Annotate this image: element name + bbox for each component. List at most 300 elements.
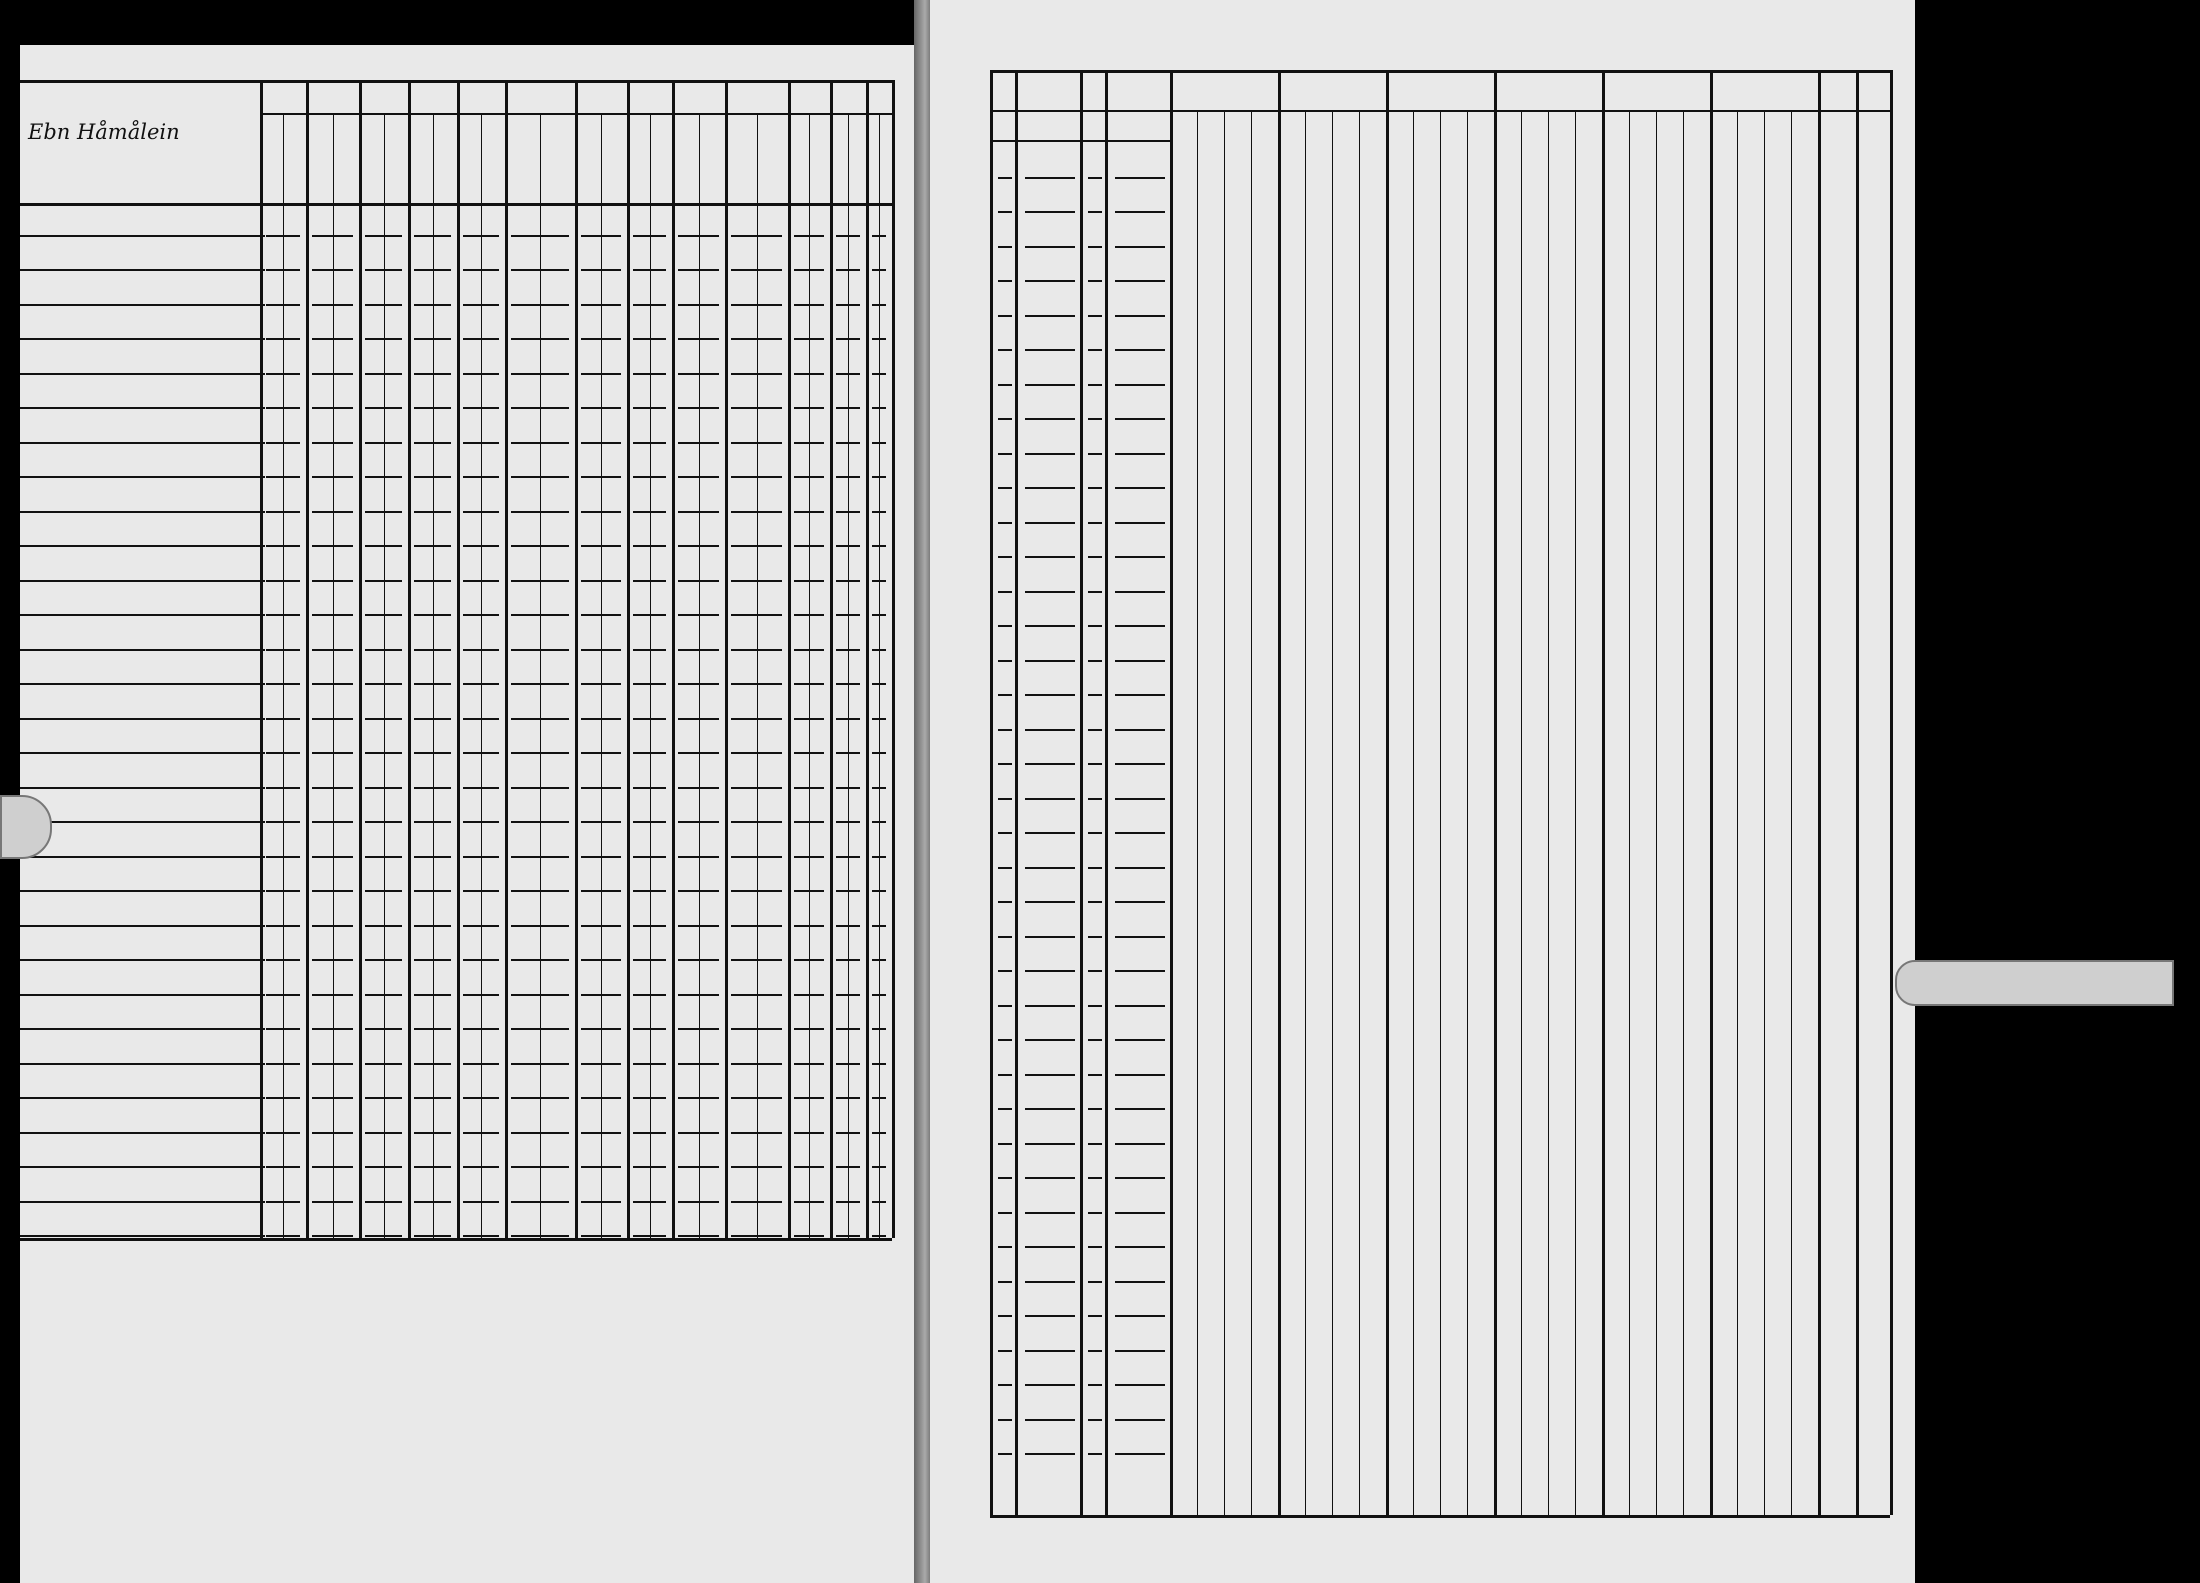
grid-line bbox=[872, 683, 886, 685]
grid-line bbox=[1025, 936, 1075, 938]
grid-line bbox=[511, 683, 569, 685]
grid-line bbox=[1088, 832, 1102, 834]
grid-line bbox=[678, 614, 719, 616]
grid-line bbox=[1115, 763, 1165, 765]
grid-line bbox=[414, 994, 451, 996]
right-bookmark-tab bbox=[1895, 960, 2174, 1006]
grid-line bbox=[998, 1039, 1012, 1041]
grid-line bbox=[511, 235, 569, 237]
grid-line bbox=[998, 1212, 1012, 1214]
grid-line bbox=[678, 269, 719, 271]
grid-line bbox=[809, 113, 810, 1238]
grid-line bbox=[633, 304, 666, 306]
grid-line bbox=[312, 994, 353, 996]
grid-line bbox=[365, 856, 402, 858]
grid-line bbox=[1224, 110, 1225, 1515]
grid-line bbox=[1115, 384, 1165, 386]
grid-line bbox=[731, 1201, 782, 1203]
grid-line bbox=[414, 1063, 451, 1065]
grid-line bbox=[1088, 1281, 1102, 1283]
person-name bbox=[26, 1169, 276, 1203]
grid-line bbox=[312, 1063, 353, 1065]
grid-line bbox=[1088, 867, 1102, 869]
grid-line bbox=[414, 821, 451, 823]
grid-line bbox=[633, 580, 666, 582]
grid-line bbox=[678, 442, 719, 444]
grid-line bbox=[511, 545, 569, 547]
grid-line bbox=[312, 1235, 353, 1237]
grid-line bbox=[731, 649, 782, 651]
grid-line bbox=[414, 545, 451, 547]
grid-line bbox=[1710, 70, 1713, 1515]
grid-line bbox=[998, 591, 1012, 593]
grid-line bbox=[1115, 591, 1165, 593]
grid-line bbox=[463, 338, 499, 340]
grid-line bbox=[794, 338, 824, 340]
grid-line bbox=[836, 304, 860, 306]
grid-line bbox=[511, 1235, 569, 1237]
grid-line bbox=[1025, 1453, 1075, 1455]
grid-line bbox=[414, 1028, 451, 1030]
grid-line bbox=[1115, 522, 1165, 524]
grid-line bbox=[414, 752, 451, 754]
grid-line bbox=[1025, 763, 1075, 765]
person-name bbox=[26, 1135, 276, 1169]
grid-line bbox=[998, 936, 1012, 938]
grid-line bbox=[414, 856, 451, 858]
grid-line bbox=[463, 925, 499, 927]
grid-line bbox=[1088, 315, 1102, 317]
grid-line bbox=[998, 901, 1012, 903]
grid-line bbox=[836, 1063, 860, 1065]
grid-line bbox=[678, 925, 719, 927]
grid-line bbox=[1856, 70, 1859, 1515]
grid-line bbox=[998, 867, 1012, 869]
grid-line bbox=[998, 453, 1012, 455]
grid-line bbox=[633, 752, 666, 754]
grid-line bbox=[836, 959, 860, 961]
grid-line bbox=[998, 384, 1012, 386]
grid-line bbox=[836, 235, 860, 237]
grid-line bbox=[731, 407, 782, 409]
grid-line bbox=[872, 752, 886, 754]
grid-line bbox=[414, 407, 451, 409]
grid-line bbox=[794, 1201, 824, 1203]
grid-line bbox=[633, 442, 666, 444]
grid-line bbox=[872, 1201, 886, 1203]
grid-line bbox=[998, 1005, 1012, 1007]
grid-line bbox=[998, 1246, 1012, 1248]
grid-line bbox=[1115, 1143, 1165, 1145]
grid-line bbox=[998, 1315, 1012, 1317]
grid-line bbox=[678, 235, 719, 237]
grid-line bbox=[463, 787, 499, 789]
grid-line bbox=[1386, 70, 1389, 1515]
grid-line bbox=[836, 476, 860, 478]
grid-line bbox=[581, 442, 621, 444]
grid-line bbox=[457, 80, 460, 1238]
grid-line bbox=[1115, 1384, 1165, 1386]
grid-line bbox=[365, 407, 402, 409]
grid-line bbox=[511, 1063, 569, 1065]
grid-line bbox=[511, 856, 569, 858]
grid-line bbox=[1088, 1246, 1102, 1248]
grid-line bbox=[633, 614, 666, 616]
grid-line bbox=[1025, 246, 1075, 248]
grid-line bbox=[836, 752, 860, 754]
grid-line bbox=[836, 856, 860, 858]
grid-line bbox=[1548, 110, 1549, 1515]
grid-line bbox=[872, 649, 886, 651]
grid-line bbox=[365, 787, 402, 789]
grid-line bbox=[731, 442, 782, 444]
grid-line bbox=[581, 614, 621, 616]
grid-line bbox=[998, 1074, 1012, 1076]
grid-line bbox=[794, 442, 824, 444]
grid-line bbox=[1025, 1315, 1075, 1317]
grid-line bbox=[414, 959, 451, 961]
grid-line bbox=[1105, 70, 1108, 1515]
grid-line bbox=[312, 925, 353, 927]
grid-line bbox=[1737, 110, 1738, 1515]
grid-line bbox=[1088, 729, 1102, 731]
grid-line bbox=[836, 1132, 860, 1134]
grid-line bbox=[998, 1143, 1012, 1145]
grid-line bbox=[627, 80, 630, 1238]
grid-line bbox=[1359, 110, 1360, 1515]
grid-line bbox=[365, 821, 402, 823]
grid-line bbox=[463, 476, 499, 478]
grid-line bbox=[794, 1132, 824, 1134]
grid-line bbox=[1088, 970, 1102, 972]
grid-line bbox=[511, 649, 569, 651]
grid-line bbox=[678, 890, 719, 892]
person-name bbox=[26, 479, 276, 513]
grid-line bbox=[836, 718, 860, 720]
grid-line bbox=[365, 1028, 402, 1030]
grid-line bbox=[836, 890, 860, 892]
grid-line bbox=[1115, 1419, 1165, 1421]
grid-line bbox=[836, 1166, 860, 1168]
grid-line bbox=[892, 80, 895, 1238]
left-ledger-page bbox=[20, 45, 920, 1583]
grid-line bbox=[1025, 867, 1075, 869]
grid-line bbox=[998, 1108, 1012, 1110]
grid-line bbox=[1025, 211, 1075, 213]
grid-line bbox=[1015, 70, 1018, 1515]
grid-line bbox=[414, 1097, 451, 1099]
grid-line bbox=[365, 235, 402, 237]
grid-line bbox=[1088, 349, 1102, 351]
grid-line bbox=[463, 890, 499, 892]
grid-line bbox=[312, 614, 353, 616]
grid-line bbox=[836, 821, 860, 823]
grid-line bbox=[581, 1166, 621, 1168]
grid-line bbox=[1025, 798, 1075, 800]
grid-line bbox=[306, 80, 309, 1238]
grid-line bbox=[678, 1132, 719, 1134]
grid-line bbox=[463, 994, 499, 996]
grid-line bbox=[1025, 625, 1075, 627]
grid-line bbox=[408, 80, 411, 1238]
grid-line bbox=[511, 476, 569, 478]
grid-line bbox=[998, 970, 1012, 972]
grid-line bbox=[365, 752, 402, 754]
grid-line bbox=[1025, 1350, 1075, 1352]
grid-line bbox=[511, 718, 569, 720]
grid-line bbox=[1025, 522, 1075, 524]
grid-line bbox=[633, 1201, 666, 1203]
grid-line bbox=[788, 80, 791, 1238]
grid-line bbox=[414, 511, 451, 513]
grid-line bbox=[990, 1515, 1890, 1518]
grid-line bbox=[1115, 625, 1165, 627]
grid-line bbox=[1088, 1453, 1102, 1455]
grid-line bbox=[312, 1028, 353, 1030]
grid-line bbox=[511, 959, 569, 961]
grid-line bbox=[998, 315, 1012, 317]
grid-line bbox=[365, 649, 402, 651]
grid-line bbox=[581, 994, 621, 996]
grid-line bbox=[365, 580, 402, 582]
grid-line bbox=[633, 1028, 666, 1030]
grid-line bbox=[312, 752, 353, 754]
grid-line bbox=[1088, 384, 1102, 386]
grid-line bbox=[511, 890, 569, 892]
grid-line bbox=[463, 1235, 499, 1237]
person-name bbox=[26, 583, 276, 617]
person-name bbox=[26, 548, 276, 582]
grid-line bbox=[463, 614, 499, 616]
grid-line bbox=[1088, 1350, 1102, 1352]
grid-line bbox=[312, 718, 353, 720]
grid-line bbox=[872, 925, 886, 927]
grid-line bbox=[511, 1132, 569, 1134]
grid-line bbox=[463, 442, 499, 444]
grid-line bbox=[678, 959, 719, 961]
grid-line bbox=[633, 407, 666, 409]
grid-line bbox=[731, 580, 782, 582]
person-name bbox=[26, 721, 276, 755]
grid-line bbox=[1088, 487, 1102, 489]
grid-line bbox=[312, 683, 353, 685]
grid-line bbox=[1115, 1108, 1165, 1110]
grid-line bbox=[511, 580, 569, 582]
grid-line bbox=[20, 1238, 892, 1241]
grid-line bbox=[463, 649, 499, 651]
grid-line bbox=[1025, 1281, 1075, 1283]
person-name bbox=[26, 790, 276, 824]
grid-line bbox=[365, 269, 402, 271]
grid-line bbox=[998, 556, 1012, 558]
grid-line bbox=[1088, 1074, 1102, 1076]
grid-line bbox=[1115, 1246, 1165, 1248]
grid-line bbox=[678, 752, 719, 754]
grid-line bbox=[1115, 660, 1165, 662]
grid-line bbox=[312, 1166, 353, 1168]
grid-line bbox=[365, 1166, 402, 1168]
grid-line bbox=[511, 614, 569, 616]
grid-line bbox=[1467, 110, 1468, 1515]
grid-line bbox=[1025, 1074, 1075, 1076]
grid-line bbox=[463, 304, 499, 306]
grid-line bbox=[872, 856, 886, 858]
person-name bbox=[26, 1031, 276, 1065]
grid-line bbox=[1115, 694, 1165, 696]
person-name bbox=[26, 1100, 276, 1134]
grid-line bbox=[1115, 1074, 1165, 1076]
grid-line bbox=[1025, 1108, 1075, 1110]
person-name bbox=[26, 859, 276, 893]
grid-line bbox=[794, 821, 824, 823]
person-name bbox=[26, 962, 276, 996]
grid-line bbox=[312, 1201, 353, 1203]
grid-line bbox=[414, 304, 451, 306]
grid-line bbox=[1025, 1246, 1075, 1248]
person-name bbox=[26, 686, 276, 720]
grid-line bbox=[1088, 556, 1102, 558]
grid-line bbox=[312, 821, 353, 823]
grid-line bbox=[633, 476, 666, 478]
grid-line bbox=[365, 925, 402, 927]
grid-line bbox=[633, 787, 666, 789]
grid-line bbox=[511, 442, 569, 444]
grid-line bbox=[1170, 70, 1173, 1515]
grid-line bbox=[633, 1097, 666, 1099]
grid-line bbox=[1088, 418, 1102, 420]
grid-line bbox=[1025, 1177, 1075, 1179]
grid-line bbox=[678, 821, 719, 823]
grid-line bbox=[1025, 1212, 1075, 1214]
grid-line bbox=[1521, 110, 1522, 1515]
grid-line bbox=[836, 614, 860, 616]
grid-line bbox=[581, 718, 621, 720]
grid-line bbox=[794, 1097, 824, 1099]
grid-line bbox=[731, 718, 782, 720]
grid-line bbox=[1025, 280, 1075, 282]
grid-line bbox=[365, 1063, 402, 1065]
grid-line bbox=[1305, 110, 1306, 1515]
grid-line bbox=[633, 269, 666, 271]
grid-line bbox=[872, 718, 886, 720]
grid-line bbox=[1115, 315, 1165, 317]
grid-line bbox=[794, 511, 824, 513]
grid-line bbox=[731, 235, 782, 237]
grid-line bbox=[414, 1132, 451, 1134]
grid-line bbox=[581, 890, 621, 892]
grid-line bbox=[1088, 1212, 1102, 1214]
grid-line bbox=[312, 1097, 353, 1099]
grid-line bbox=[1088, 591, 1102, 593]
grid-line bbox=[998, 625, 1012, 627]
grid-line bbox=[731, 338, 782, 340]
grid-line bbox=[633, 338, 666, 340]
grid-line bbox=[581, 235, 621, 237]
grid-line bbox=[830, 80, 833, 1238]
person-name bbox=[26, 307, 276, 341]
grid-line bbox=[1332, 110, 1333, 1515]
grid-line bbox=[836, 1235, 860, 1237]
grid-line bbox=[1683, 110, 1684, 1515]
grid-line bbox=[365, 1201, 402, 1203]
grid-line bbox=[1170, 110, 1890, 112]
grid-line bbox=[998, 798, 1012, 800]
person-name bbox=[26, 997, 276, 1031]
grid-line bbox=[1088, 177, 1102, 179]
grid-line bbox=[1115, 349, 1165, 351]
grid-line bbox=[633, 856, 666, 858]
grid-line bbox=[678, 1201, 719, 1203]
grid-line bbox=[581, 545, 621, 547]
grid-line bbox=[678, 338, 719, 340]
grid-line bbox=[1115, 970, 1165, 972]
grid-line bbox=[872, 442, 886, 444]
grid-line bbox=[633, 821, 666, 823]
grid-line bbox=[414, 442, 451, 444]
grid-line bbox=[678, 683, 719, 685]
grid-line bbox=[1115, 418, 1165, 420]
grid-line bbox=[463, 683, 499, 685]
grid-line bbox=[633, 649, 666, 651]
grid-line bbox=[731, 476, 782, 478]
grid-line bbox=[463, 856, 499, 858]
grid-line bbox=[872, 269, 886, 271]
grid-line bbox=[731, 1028, 782, 1030]
grid-line bbox=[1080, 70, 1083, 1515]
grid-line bbox=[1025, 1143, 1075, 1145]
grid-line bbox=[678, 718, 719, 720]
grid-line bbox=[505, 80, 508, 1238]
grid-line bbox=[794, 1166, 824, 1168]
grid-line bbox=[1115, 211, 1165, 213]
grid-line bbox=[1890, 70, 1893, 1515]
grid-line bbox=[678, 373, 719, 375]
grid-line bbox=[365, 373, 402, 375]
grid-line bbox=[511, 269, 569, 271]
grid-line bbox=[794, 373, 824, 375]
grid-line bbox=[794, 683, 824, 685]
grid-line bbox=[1088, 763, 1102, 765]
grid-line bbox=[998, 1419, 1012, 1421]
grid-line bbox=[1025, 453, 1075, 455]
grid-line bbox=[794, 718, 824, 720]
grid-line bbox=[581, 511, 621, 513]
grid-line bbox=[650, 113, 651, 1238]
grid-line bbox=[312, 304, 353, 306]
grid-line bbox=[1088, 1143, 1102, 1145]
person-name bbox=[26, 652, 276, 686]
grid-line bbox=[1025, 660, 1075, 662]
grid-line bbox=[836, 1097, 860, 1099]
grid-line bbox=[872, 1235, 886, 1237]
person-name bbox=[26, 376, 276, 410]
grid-line bbox=[633, 1235, 666, 1237]
grid-line bbox=[511, 787, 569, 789]
grid-line bbox=[1088, 522, 1102, 524]
grid-line bbox=[1025, 1005, 1075, 1007]
grid-line bbox=[731, 373, 782, 375]
grid-line bbox=[1656, 110, 1657, 1515]
grid-line bbox=[1115, 1212, 1165, 1214]
grid-line bbox=[1115, 901, 1165, 903]
grid-line bbox=[633, 994, 666, 996]
grid-line bbox=[872, 787, 886, 789]
grid-line bbox=[731, 821, 782, 823]
grid-line bbox=[836, 338, 860, 340]
grid-line bbox=[1818, 70, 1821, 1515]
grid-line bbox=[1025, 832, 1075, 834]
grid-line bbox=[511, 1201, 569, 1203]
